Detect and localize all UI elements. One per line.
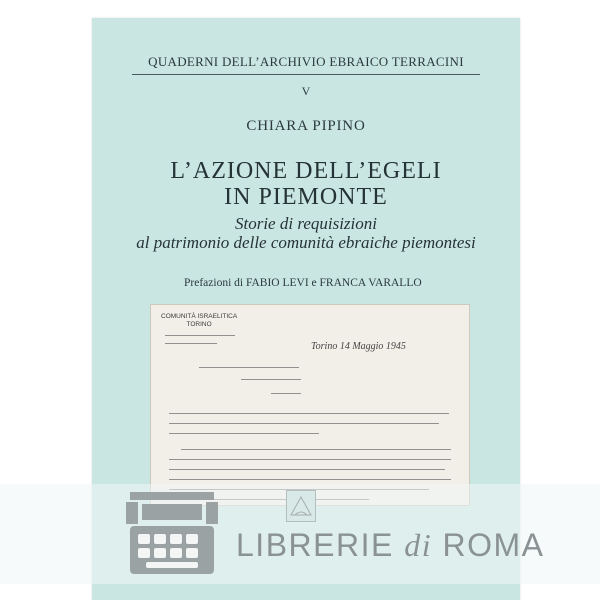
handwriting-stroke xyxy=(181,449,451,450)
stamp-line: COMUNITÀ ISRAELITICA xyxy=(161,313,238,320)
watermark-brand-main: LIBRERIE xyxy=(236,527,394,563)
handwriting-stroke xyxy=(169,423,439,424)
handwriting-stroke xyxy=(165,343,217,344)
author-name: CHIARA PIPINO xyxy=(246,118,366,134)
stamp-line: TORINO xyxy=(186,321,212,328)
handwriting-stroke xyxy=(169,433,319,434)
historical-document-image xyxy=(150,304,470,506)
watermark-brand-city: ROMA xyxy=(442,527,545,563)
divider xyxy=(132,74,480,75)
handwriting-stroke xyxy=(169,459,451,460)
handwriting-stroke xyxy=(169,469,445,470)
series-title: QUADERNI DELL’ARCHIVIO EBRAICO TERRACINI xyxy=(148,54,464,69)
book-title xyxy=(92,158,520,210)
watermark-brand xyxy=(236,527,545,564)
title-line: L’AZIONE DELL’EGELI xyxy=(170,158,442,184)
document-date: Torino 14 Maggio 1945 xyxy=(311,341,406,352)
title-line: IN PIEMONTE xyxy=(224,184,388,210)
prefaces-credit xyxy=(184,277,422,289)
volume-number: V xyxy=(301,84,311,98)
subtitle-line: Storie di requisizioni xyxy=(235,214,377,233)
handwriting-stroke xyxy=(169,479,451,480)
handwriting-stroke xyxy=(241,379,301,380)
watermark-brand-di: di xyxy=(404,527,433,563)
document-stamp xyxy=(161,313,237,329)
prefaces-names: FABIO LEVI e FRANCA VARALLO xyxy=(245,277,422,289)
typewriter-icon xyxy=(124,488,220,578)
subtitle-line: al patrimonio delle comunità ebraiche piemontesi xyxy=(136,233,476,252)
handwriting-stroke xyxy=(165,335,235,336)
handwriting-stroke xyxy=(169,413,449,414)
handwriting-stroke xyxy=(271,393,301,394)
book-subtitle xyxy=(92,214,520,252)
handwriting-stroke xyxy=(199,367,299,368)
prefaces-prefix: Prefazioni di xyxy=(184,277,244,289)
